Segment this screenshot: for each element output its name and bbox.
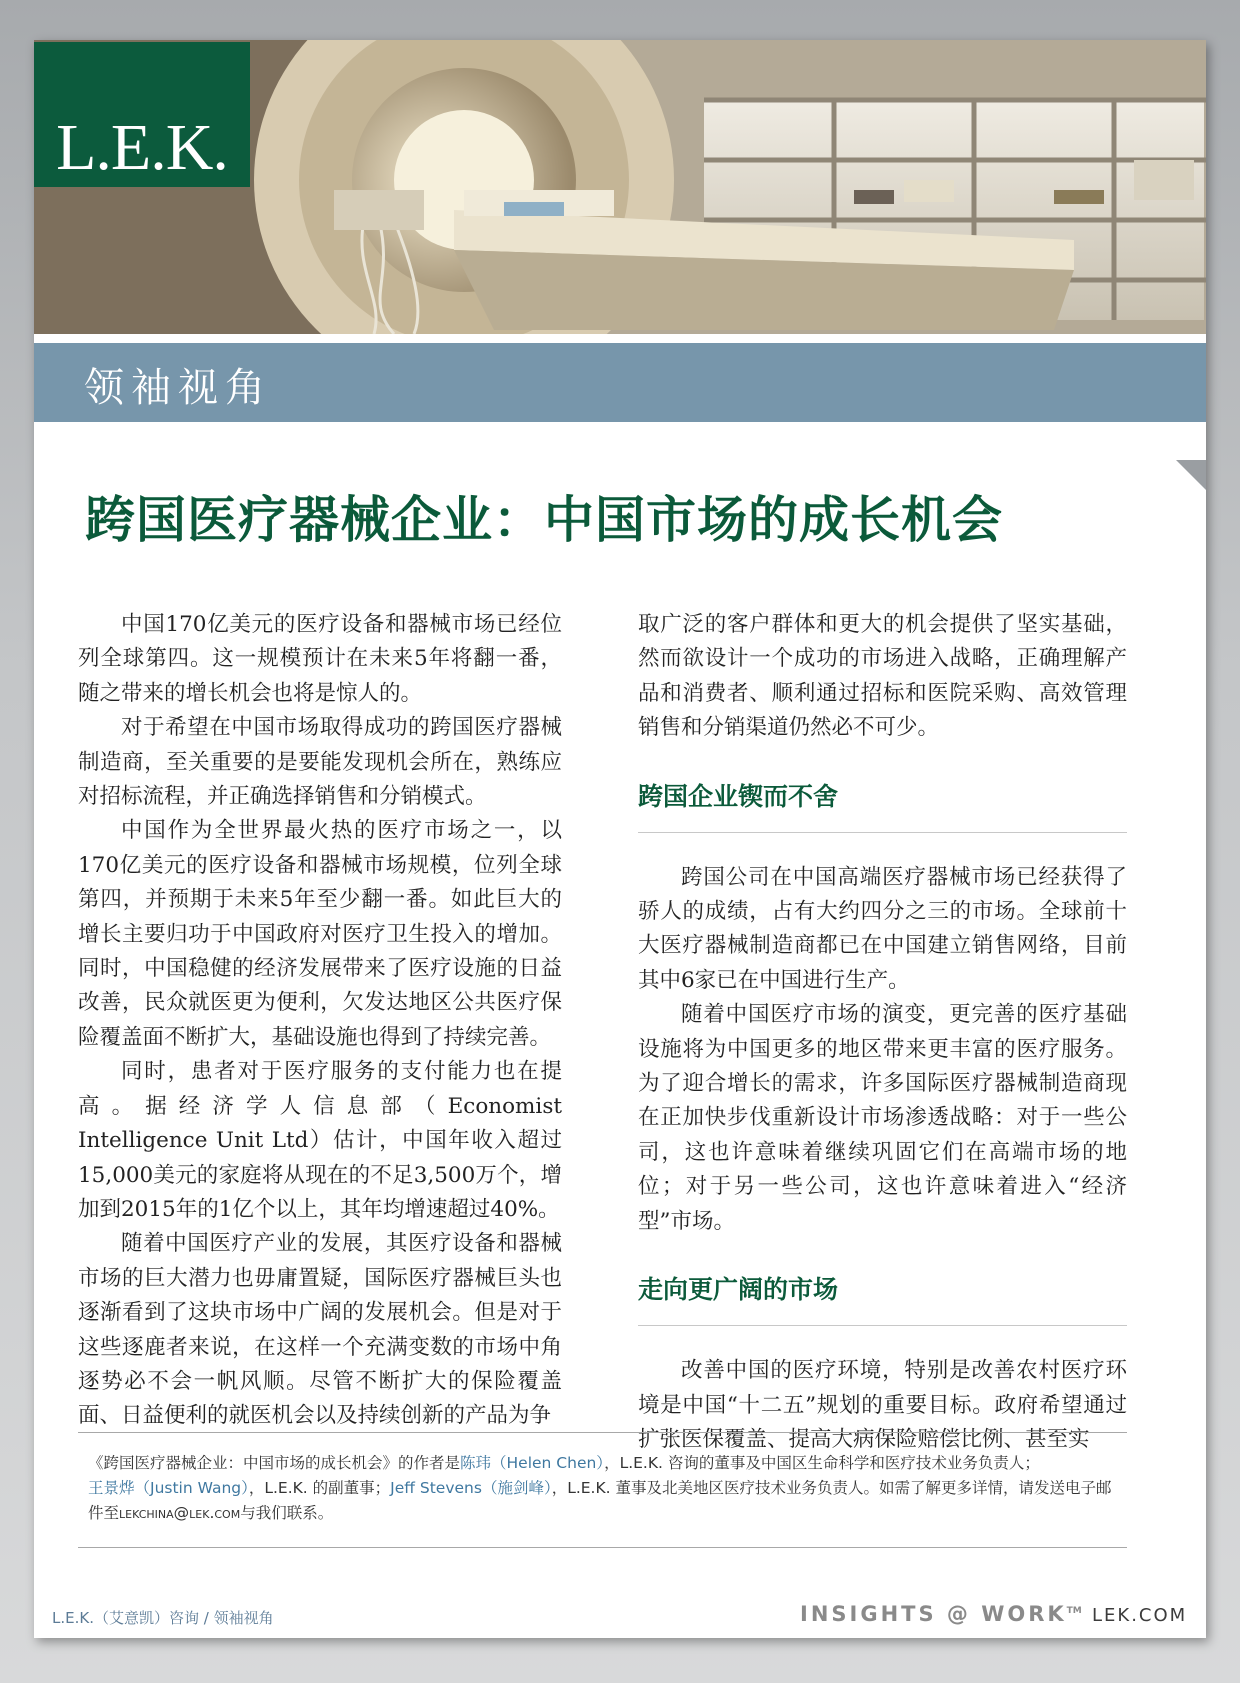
- banner-label: 领袖视角: [84, 365, 272, 411]
- section-banner: [34, 343, 1206, 422]
- author-note: [78, 1432, 1127, 1548]
- paragraph: 中国170亿美元的医疗设备和器械市场已经位列全球第四。这一规模预计在未来5年将翻一番，随之带来的增长机会也将是惊人的。: [78, 612, 562, 706]
- paragraph: 随着中国医疗产业的发展，其医疗设备和器械市场的巨大潜力也毋庸置疑，国际医疗器械巨头也逐渐看到了这块市场中广阔的发展机会。但是对于这些逐鹿者来说，在这样一个充满变数的市场中角逐势必不会一帆风顺。尽管不断扩大的保险覆盖面、日益便利的就医机会以及持续创新的产品为争: [78, 1231, 562, 1429]
- section-heading: 跨国企业锲而不舍: [638, 780, 1127, 833]
- section-gap: [638, 833, 1127, 861]
- note-text: ，L.E.K. 的副董事；: [248, 1479, 391, 1497]
- section-heading: 走向更广阔的市场: [638, 1273, 1127, 1326]
- section-gap: [638, 1326, 1127, 1354]
- paragraph: 同时，患者对于医疗服务的支付能力也在提高。据经济学人信息部（Economist Intelligence Unit Ltd）估计，中国年收入超过15,000美元的家庭将从现在的不足3,500万个，增加到2015年的1亿个以上，其年均增速超过40%。: [78, 1059, 562, 1222]
- note-text: 《跨国医疗器械企业：中国市场的成长机会》的作者是: [88, 1454, 461, 1472]
- page-fold: [1176, 460, 1206, 490]
- article-title: 跨国医疗器械企业：中国市场的成长机会: [85, 491, 1003, 549]
- insights-text: INSIGHTS @ WORK: [800, 1602, 1067, 1626]
- paragraph: 对于希望在中国市场取得成功的跨国医疗器械制造商，至关重要的是要能发现机会所在，熟练应对招标流程，并正确选择销售和分销模式。: [78, 715, 562, 810]
- paragraph: 随着中国医疗市场的演变，更完善的医疗基础设施将为中国更多的地区带来更丰富的医疗服务。为了迎合增长的需求，许多国际医疗器械制造商现在正加快步伐重新设计市场渗透战略：对于一些公司，这也许意味着继续巩固它们在高端市场的地位；对于另一些公司，这也许意味着进入“经济型”市场。: [638, 1002, 1127, 1234]
- note-text: 与我们联系。: [240, 1504, 334, 1522]
- paragraph: 跨国公司在中国高端医疗器械市场已经获得了骄人的成绩，占有大约四分之三的市场。全球前十大医疗器械制造商都已在中国建立销售网络，目前其中6家已在中国进行生产。: [638, 864, 1127, 993]
- logo-text: L.E.K.: [56, 111, 228, 184]
- hero-image: [34, 40, 1206, 334]
- author-name: 陈玮（Helen Chen）: [460, 1454, 605, 1472]
- note-text: ，L.E.K. 咨询的董事及中国区生命科学和医疗技术业务负责人；: [604, 1454, 1040, 1472]
- paragraph-continued: 取广泛的客户群体和更大的机会提供了坚实基础，然而欲设计一个成功的市场进入战略，正确理解产品和消费者、顺利通过招标和医院采购、高效管理销售和分销渠道仍然必不可少。: [638, 612, 1127, 741]
- right-column: [638, 608, 1127, 1457]
- document-page: [34, 40, 1206, 1638]
- lek-logo: [34, 42, 250, 187]
- note-text: ，L.E.K. 董事及北美地区医疗技术业务负责人。如需了解更多详情，请发送电子邮件至: [88, 1479, 1112, 1522]
- author-name: Jeff Stevens（施剑峰）: [390, 1479, 552, 1497]
- paragraph: 改善中国的医疗环境，特别是改善农村医疗环境是中国“十二五”规划的重要目标。政府希望通过扩张医保覆盖、提高大病保险赔偿比例、甚至实: [638, 1358, 1127, 1452]
- trademark: TM: [1066, 1606, 1082, 1616]
- left-column: [78, 608, 562, 1434]
- footer-series-label: L.E.K.（艾意凯）咨询 / 领袖视角: [52, 1609, 274, 1627]
- email-link[interactable]: lekchina@lek.com: [119, 1504, 241, 1522]
- paragraph: 中国作为全世界最火热的医疗市场之一，以170亿美元的医疗设备和器械市场规模，位列全球第四，并预期于未来5年至少翻一番。如此巨大的增长主要归功于中国政府对医疗卫生投入的增加。同时，中国稳健的经济发展带来了医疗设施的日益改善，民众就医更为便利，欠发达地区公共医疗保险覆盖面不断扩大，基础设施也得到了持续完善。: [78, 818, 562, 1050]
- website-link[interactable]: LEK.COM: [1092, 1605, 1188, 1626]
- insights-at-work-mark: [800, 1602, 1082, 1626]
- author-name: 王景烨（Justin Wang）: [88, 1479, 249, 1497]
